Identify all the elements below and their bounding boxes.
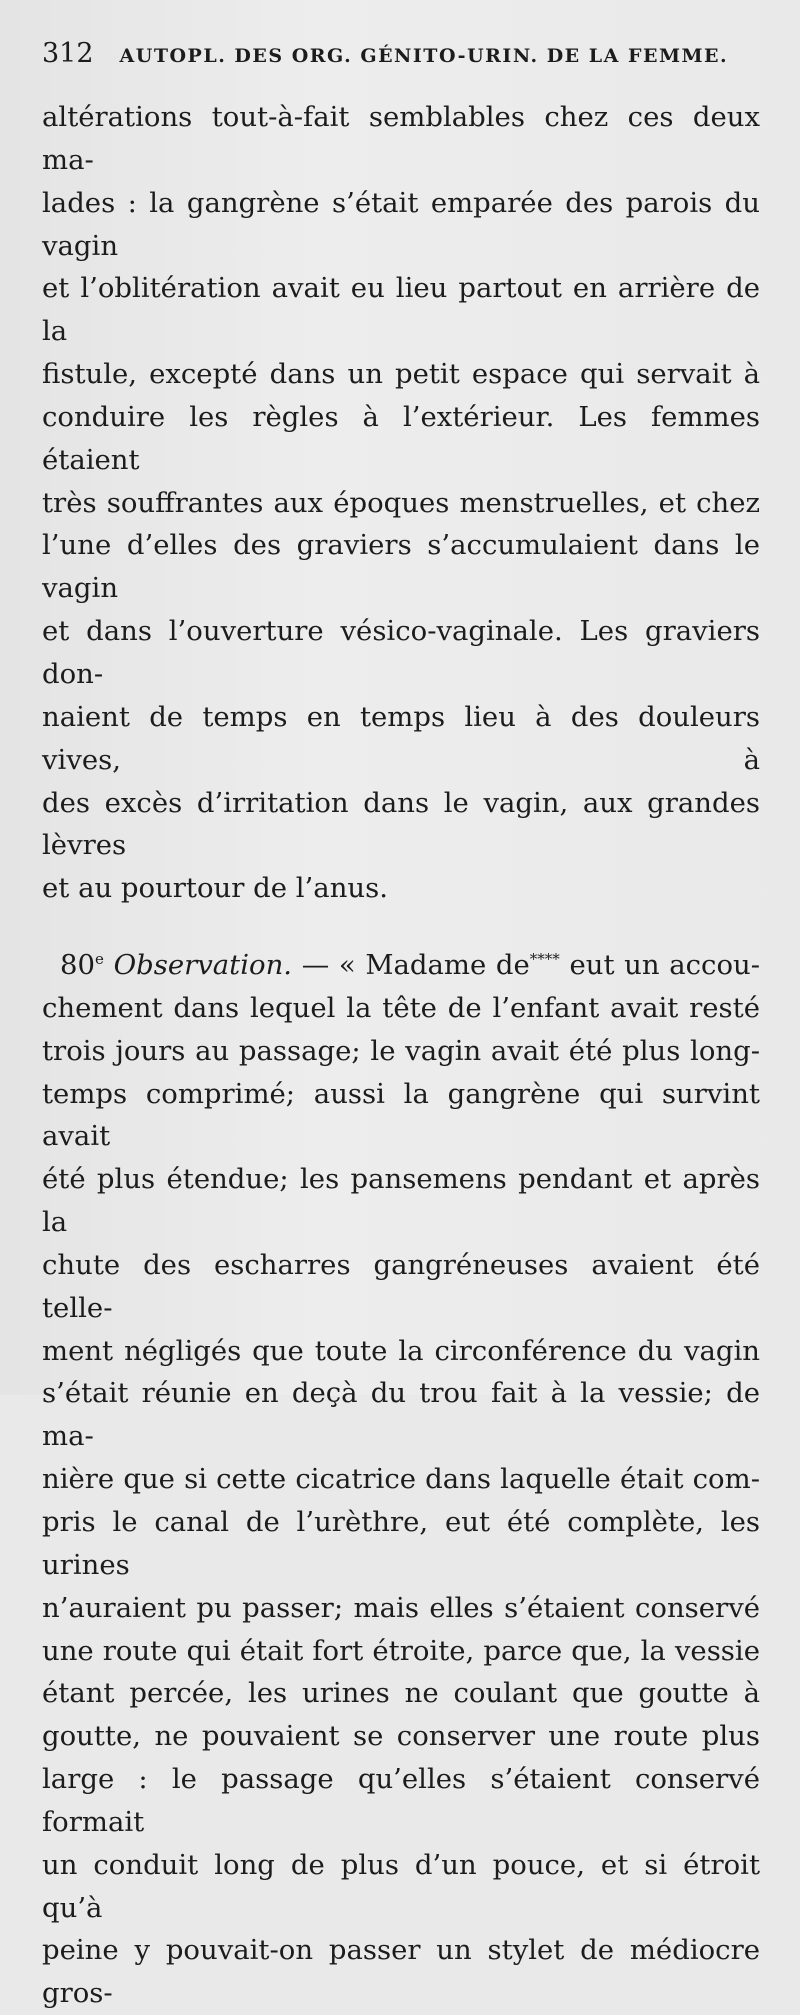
text-line: trois jours au passage; le vagin avait été plus long-: [42, 1034, 760, 1067]
text-line: peine y pouvait-on passer un stylet de médiocre gros-: [42, 1934, 760, 2010]
text-line: l’une d’elles des graviers s’accumulaient dans le vagin: [42, 529, 760, 605]
running-head: [42, 38, 760, 86]
text-line: chement dans lequel la tête de l’enfant avait resté: [42, 991, 760, 1024]
observation-first-line-rest: eut un accou-: [559, 949, 760, 982]
text-line: fistule, excepté dans un petit espace qui servait à: [42, 358, 760, 391]
paragraph-gap: [42, 910, 760, 944]
observation-number-suffix: e: [95, 949, 104, 968]
text-line: s’était réunie en deçà du trou fait à la vessie; de ma-: [42, 1377, 760, 1453]
observation-stars: ****: [529, 949, 560, 968]
text-line: naient de temps en temps lieu à des douleurs vives, à: [42, 700, 760, 776]
body-text: [42, 96, 760, 2015]
text-line: temps comprimé; aussi la gangrène qui survint avait: [42, 1077, 760, 1153]
text-line: ment négligés que toute la circonférence du vagin: [42, 1334, 760, 1367]
text-line: été plus étendue; les pansemens pendant et après la: [42, 1163, 760, 1239]
text-line: goutte, ne pouvaient se conserver une route plus: [42, 1720, 760, 1753]
text-line: chute des escharres gangréneuses avaient été telle-: [42, 1248, 760, 1324]
observation-dash-quote: — « Madame de: [292, 949, 530, 982]
observation-heading: Observation.: [113, 949, 293, 982]
text-line: une route qui était fort étroite, parce que, la vessie: [42, 1634, 760, 1667]
running-title: AUTOPL. DES ORG. GÉNITO-URIN. DE LA FEMME.: [119, 45, 729, 67]
text-line: et dans l’ouverture vésico-vaginale. Les graviers don-: [42, 615, 760, 690]
observation-first-line: [42, 944, 760, 987]
text-line: très souffrantes aux époques menstruelles, et chez: [42, 486, 760, 519]
text-line: un conduit long de plus d’un pouce, et si étroit qu’à: [42, 1848, 760, 1924]
page-number: 312: [42, 38, 94, 69]
text-line: lades : la gangrène s’était emparée des parois du vagin: [42, 186, 760, 262]
text-line: pris le canal de l’urèthre, eut été complète, les urines: [42, 1506, 760, 1581]
text-line: conduire les règles à l’extérieur. Les femmes étaient: [42, 400, 760, 476]
text-line: et au pourtour de l’anus.: [42, 872, 388, 905]
observation-number: 80: [60, 949, 95, 982]
text-line: nière que si cette cicatrice dans laquelle était com-: [42, 1463, 760, 1496]
text-line: n’auraient pu passer; mais elles s’étaient conservé: [42, 1591, 760, 1624]
text-line: large : le passage qu’elles s’étaient conservé formait: [42, 1763, 760, 1838]
text-line: étant percée, les urines ne coulant que goutte à: [42, 1677, 760, 1710]
text-line: et l’oblitération avait eu lieu partout en arrière de la: [42, 272, 760, 348]
text-line: altérations tout-à-fait semblables chez ces deux ma-: [42, 101, 760, 176]
text-line: des excès d’irritation dans le vagin, aux grandes lèvres: [42, 786, 760, 862]
